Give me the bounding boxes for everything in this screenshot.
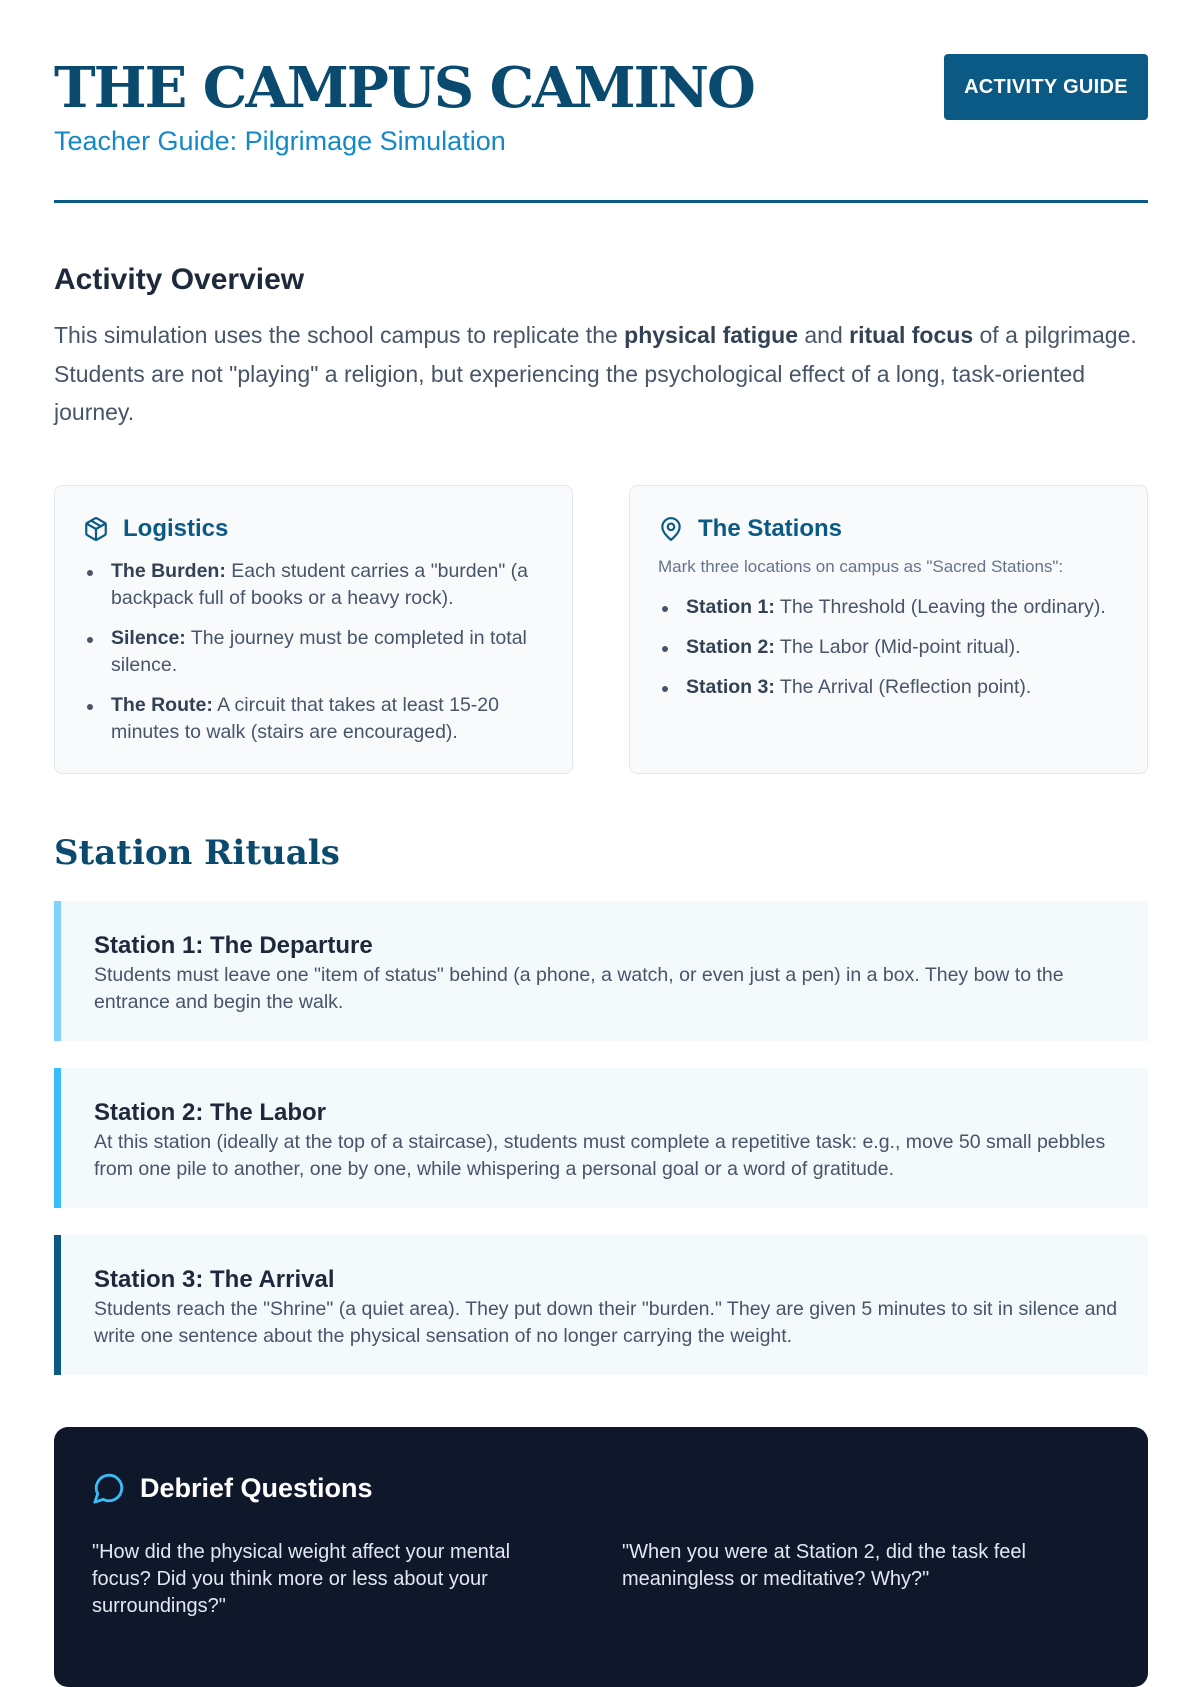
stations-header: [658, 514, 1121, 544]
debrief-heading: Debrief Questions: [140, 1472, 373, 1503]
list-item-text: The Labor (Mid-point ritual).: [774, 636, 1021, 658]
overview-emphasis: ritual focus: [849, 322, 974, 348]
activity-guide-button[interactable]: ACTIVITY GUIDE: [944, 54, 1148, 120]
list-item-text: The journey must be completed in total silence.: [111, 627, 527, 676]
ritual-title: Station 2: The Labor: [94, 1099, 327, 1126]
rituals-heading: Station Rituals: [54, 833, 340, 873]
list-item-label: Silence:: [111, 627, 186, 649]
overview-text-part: and: [798, 322, 850, 348]
list-item: [83, 625, 546, 679]
list-item-text: The Threshold (Leaving the ordinary).: [774, 596, 1106, 618]
list-item: [83, 558, 546, 612]
header: [54, 0, 1148, 203]
list-item-label: Station 3:: [686, 676, 775, 698]
overview-heading: Activity Overview: [54, 263, 305, 296]
list-item-text: Each student carries a "burden" (a backpack full of books or a heavy rock).: [111, 560, 529, 609]
ritual-station-3: [54, 1235, 1148, 1375]
stations-list: [658, 594, 1121, 701]
logistics-heading: Logistics: [123, 515, 229, 542]
debrief-panel: [54, 1427, 1148, 1687]
logistics-card: [54, 485, 573, 774]
ritual-description: At this station (ideally at the top of a staircase), students must complete a repetitive task: e.g., move 50 small pebbles from one pile to another, one by one, while whispering a personal goal or a word of gratitude.: [94, 1131, 1106, 1180]
list-item-text: A circuit that takes at least 15-20 minutes to walk (stairs are encouraged).: [111, 694, 499, 743]
logistics-list: [83, 558, 546, 746]
ritual-title: Station 3: The Arrival: [94, 1266, 335, 1293]
ritual-description: Students must leave one "item of status" behind (a phone, a watch, or even just a pen) in a box. They bow to the entrance and begin the walk.: [94, 964, 1064, 1013]
page-subtitle: Teacher Guide: Pilgrimage Simulation: [54, 126, 506, 156]
list-item: [658, 594, 1121, 621]
overview-text: [54, 316, 1148, 432]
stations-card: [629, 485, 1148, 774]
chat-bubble-icon: [92, 1471, 126, 1505]
ritual-description: Students reach the "Shrine" (a quiet area). They put down their "burden." They are given 5 minutes to sit in silence and write one sentence about the physical sensation of no longer carrying the weight.: [94, 1298, 1118, 1347]
page-title: THE CAMPUS CAMINO: [54, 55, 754, 121]
list-item-text: The Arrival (Reflection point).: [774, 676, 1032, 698]
logistics-header: [83, 514, 546, 544]
stations-heading: The Stations: [698, 515, 843, 542]
list-item: [658, 634, 1121, 661]
overview-emphasis: physical fatigue: [624, 322, 798, 348]
debrief-question: "How did the physical weight affect your mental focus? Did you think more or less about your surroundings?": [92, 1541, 511, 1617]
overview-text-part: of a pilgrimage. Students are not "playing" a religion, but experiencing the psychological effect of a long, task-oriented journey.: [54, 322, 1137, 425]
list-item-label: Station 2:: [686, 636, 775, 658]
ritual-station-1: [54, 901, 1148, 1041]
list-item: [658, 674, 1121, 701]
list-item-label: The Route:: [111, 694, 213, 716]
page: [54, 0, 1148, 1617]
debrief-header: [92, 1471, 1110, 1505]
map-pin-icon: [658, 516, 684, 542]
ritual-title: Station 1: The Departure: [94, 932, 373, 959]
cube-icon: [83, 516, 109, 542]
debrief-question: "When you were at Station 2, did the task feel meaningless or meditative? Why?": [622, 1541, 1026, 1590]
list-item-label: Station 1:: [686, 596, 775, 618]
list-item-label: The Burden:: [111, 560, 226, 582]
ritual-station-2: [54, 1068, 1148, 1208]
list-item: [83, 692, 546, 746]
overview-text-part: This simulation uses the school campus to replicate the: [54, 322, 625, 348]
debrief-questions: [92, 1539, 1110, 1620]
stations-intro: Mark three locations on campus as "Sacred Stations":: [658, 557, 1064, 576]
